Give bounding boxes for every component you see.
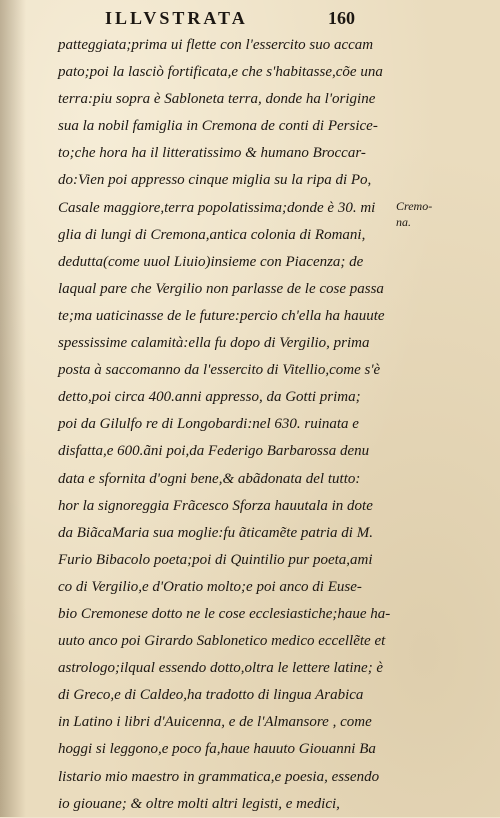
text-line: di Greco,e di Caldeo,ha tradotto di lingua Arabica (58, 687, 364, 704)
text-line: sua la nobil famiglia in Cremona de conti di Persice- (58, 118, 378, 135)
marginal-note: Cremo-na. (396, 199, 433, 229)
text-line: uuto anco poi Girardo Sablonetico medico eccellẽte et (58, 633, 386, 650)
text-line: Casale maggiore,terra popolatissima;donde è 30. mi (58, 199, 376, 216)
text-line: disfatta,e 600.ãni poi,da Federigo Barbarossa denu (58, 443, 370, 460)
text-line: laqual pare che Vergilio non parlasse de le cose passa (58, 280, 384, 297)
text-line: co di Vergilio,e d'Oratio molto;e poi anco di Euse- (58, 578, 362, 595)
text-line: detto,poi circa 400.anni appresso, da Gotti prima; (58, 389, 361, 406)
text-line: in Latino i libri d'Auicenna, e de l'Almansore , come (58, 714, 372, 731)
page-gutter-shadow (0, 0, 26, 817)
text-line: hor la signoreggia Frãcesco Sforza hauutala in dote (58, 497, 373, 514)
body-text (58, 32, 393, 818)
running-title: ILLVSTRATA (105, 8, 248, 28)
text-line: glia di lungi di Cremona,antica colonia di Romani, (58, 226, 366, 243)
text-line: bio Cremonese dotto ne le cose ecclesiastiche;haue ha- (58, 605, 391, 622)
text-line: posta à saccomanno da l'essercito di Vitellio,come s'è (58, 362, 381, 379)
text-line: spessissime calamità:ella fu dopo di Vergilio, prima (58, 335, 370, 352)
text-line: pato;poi la lasciò fortificata,e che s'habitasse,cõe una (58, 64, 383, 81)
text-line: do:Vien poi appresso cinque miglia su la ripa di Po, (58, 172, 372, 189)
text-line: terra:piu sopra è Sabloneta terra, donde ha l'origine (58, 91, 376, 108)
text-line: da BiãcaMaria sua moglie:fu ãticamẽte patria di M. (58, 524, 373, 541)
text-line: listario mio maestro in grammatica,e poesia, essendo (58, 768, 380, 785)
text-line: to;che hora ha il litteratissimo & humano Broccar- (58, 145, 366, 162)
text-line: dedutta(come uuol Liuio)insieme con Piacenza; de (58, 253, 364, 270)
text-line: astrologo;ilqual essendo dotto,oltra le lettere latine; è (58, 660, 384, 677)
page-number: 160 (328, 8, 355, 28)
text-line: te;ma uaticinasse de le future:percio ch'ella ha hauute (58, 307, 385, 324)
text-line: poi da Gilulfo re di Longobardi:nel 630. ruinata e (58, 416, 359, 433)
text-line: patteggiata;prima ui flette con l'essercito suo accam (58, 37, 374, 53)
text-line: io giouane; & oltre molti altri legisti, e medici, (58, 795, 340, 812)
text-line: data e sfornita d'ogni bene,& abãdonata del tutto: (58, 470, 361, 487)
text-line: Furio Bibacolo poeta;poi di Quintilio pur poeta,ami (58, 551, 373, 568)
text-line: hoggi si leggono,e poco fa,haue hauuto Giouanni Ba (58, 741, 376, 758)
page-header (0, 4, 500, 34)
